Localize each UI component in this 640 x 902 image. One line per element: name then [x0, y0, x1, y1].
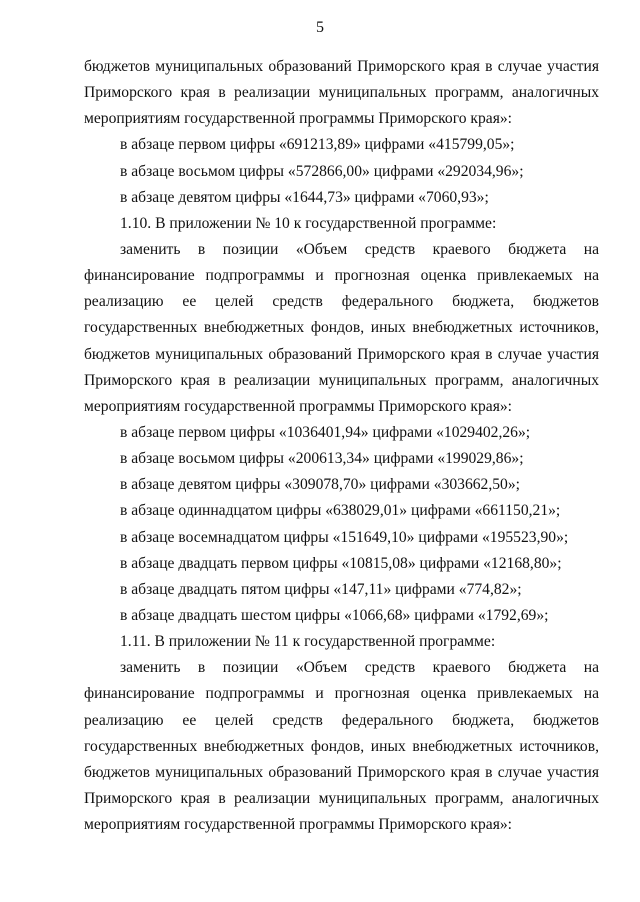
- text-line: бюджетов муниципальных образований Приморского края в случае участия: [84, 58, 599, 75]
- text-line: финансирование подпрограммы и прогнозная оценка привлекаемых на: [84, 267, 599, 285]
- text-line: Приморского края в реализации муниципальных программ, аналогичных: [84, 371, 599, 389]
- text-line: государственных внебюджетных фондов, иных внебюджетных источников,: [84, 319, 599, 337]
- text-line: 1.10. В приложении № 10 к государственной программе:: [120, 214, 497, 232]
- text-line: Приморского края в реализации муниципальных программ, аналогичных: [84, 84, 599, 102]
- text-line: государственных внебюджетных фондов, иных внебюджетных источников,: [84, 737, 599, 755]
- text-line: в абзаце девятом цифры «1644,73» цифрами «7060,93»;: [120, 188, 489, 206]
- text-line: заменить в позиции «Объем средств краевого бюджета на: [120, 659, 599, 677]
- text-line: в абзаце восьмом цифры «200613,34» цифрами «199029,86»;: [120, 450, 524, 468]
- page-number: 5: [316, 19, 324, 36]
- text-line: мероприятиям государственной программы Приморского края»:: [84, 397, 513, 415]
- text-line: Приморского края в реализации муниципальных программ, аналогичных: [84, 789, 599, 807]
- text-line: бюджетов муниципальных образований Приморского края в случае участия: [84, 763, 599, 781]
- text-line: в абзаце двадцать первом цифры «10815,08» цифрами «12168,80»;: [120, 554, 562, 572]
- text-line: в абзаце первом цифры «1036401,94» цифрами «1029402,26»;: [120, 424, 531, 441]
- text-line: реализацию ее целей средств федерального бюджета, бюджетов: [84, 293, 599, 311]
- text-line: заменить в позиции «Объем средств краевого бюджета на: [120, 241, 599, 258]
- text-line: в абзаце одиннадцатом цифры «638029,01» цифрами «661150,21»;: [120, 502, 561, 520]
- text-line: в абзаце девятом цифры «309078,70» цифрами «303662,50»;: [120, 476, 520, 494]
- text-line: финансирование подпрограммы и прогнозная оценка привлекаемых на: [84, 685, 599, 703]
- text-line: 1.11. В приложении № 11 к государственной программе:: [120, 633, 496, 651]
- text-line: в абзаце первом цифры «691213,89» цифрами «415799,05»;: [120, 136, 515, 154]
- text-line: в абзаце восьмом цифры «572866,00» цифрами «292034,96»;: [120, 162, 524, 180]
- text-line: в абзаце двадцать шестом цифры «1066,68» цифрами «1792,69»;: [120, 606, 549, 624]
- text-line: мероприятиям государственной программы Приморского края»:: [84, 110, 513, 128]
- text-line: мероприятиям государственной программы Приморского края»:: [84, 816, 513, 834]
- text-line: в абзаце восемнадцатом цифры «151649,10» цифрами «195523,90»;: [120, 528, 569, 546]
- text-line: реализацию ее целей средств федерального бюджета, бюджетов: [84, 711, 599, 729]
- text-line: бюджетов муниципальных образований Приморского края в случае участия: [84, 345, 599, 363]
- text-line: в абзаце двадцать пятом цифры «147,11» цифрами «774,82»;: [120, 580, 522, 598]
